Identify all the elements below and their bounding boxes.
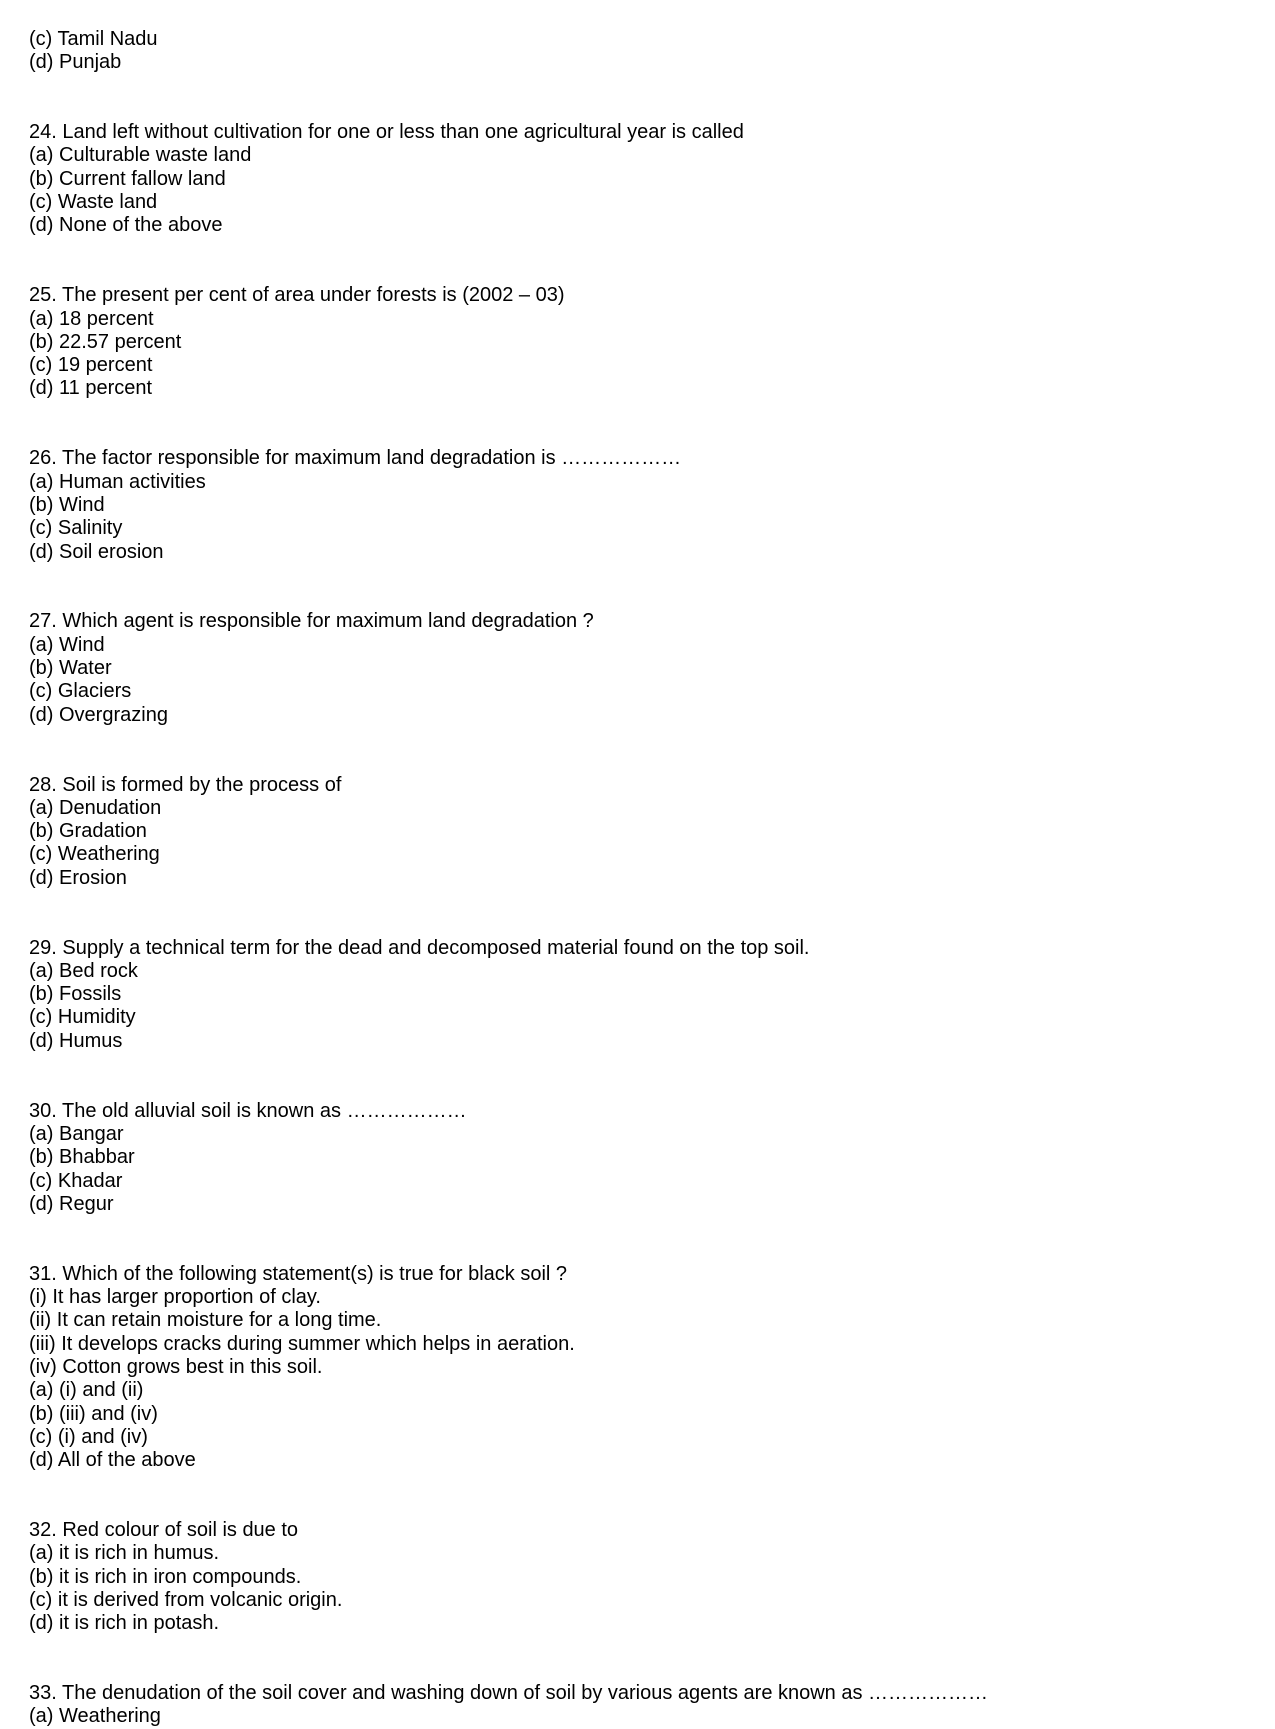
option: (c) it is derived from volcanic origin. [29,1588,343,1611]
question-33 [29,1682,1249,1729]
question-30 [29,1100,1249,1216]
option: (d) Erosion [29,866,127,889]
option: (c) Khadar [29,1169,123,1192]
option: (a) Culturable waste land [29,144,252,167]
continued-options [29,28,1249,75]
option: (c) Waste land [29,191,158,214]
option: (a) Weathering [29,1705,161,1728]
statement: (i) It has larger proportion of clay. [29,1286,321,1309]
option: (c) Glaciers [29,680,132,703]
question-text: 27. Which agent is responsible for maximum land degradation ? [29,610,594,633]
question-26 [29,447,1249,563]
option: (a) Human activities [29,470,206,493]
question-text: 32. Red colour of soil is due to [29,1519,299,1541]
option: (b) Gradation [29,820,147,843]
option: (d) it is rich in potash. [29,1612,220,1635]
option: (c) Tamil Nadu [29,28,158,50]
option: (b) (iii) and (iv) [29,1402,158,1425]
question-text: 24. Land left without cultivation for one or less than one agricultural year is called [29,121,744,144]
question-29 [29,937,1249,1053]
option: (b) 22.57 percent [29,330,182,353]
question-text: 25. The present per cent of area under forests is (2002 – 03) [29,284,565,307]
option: (c) Weathering [29,843,160,866]
question-text: 29. Supply a technical term for the dead and decomposed material found on the top soil. [29,936,810,959]
document-page [29,28,1249,1729]
option: (a) it is rich in humus. [29,1542,220,1565]
option: (a) Denudation [29,796,162,819]
question-31 [29,1263,1249,1473]
option: (c) (i) and (iv) [29,1425,148,1448]
statement: (ii) It can retain moisture for a long time. [29,1309,382,1332]
question-text: 28. Soil is formed by the process of [29,773,342,796]
option: (b) Water [29,657,112,680]
question-text: 33. The denudation of the soil cover and washing down of soil by various agents are known as ……………… [29,1682,989,1705]
question-25 [29,284,1249,400]
option: (b) Current fallow land [29,167,226,190]
option: (d) Soil erosion [29,540,164,563]
option: (a) 18 percent [29,307,154,330]
question-28 [29,774,1249,890]
question-27 [29,610,1249,726]
option: (c) Humidity [29,1006,136,1029]
option: (a) Bed rock [29,959,138,982]
option: (d) 11 percent [29,377,153,400]
option: (d) Regur [29,1192,114,1215]
option: (c) 19 percent [29,354,153,377]
option: (c) Salinity [29,517,123,540]
option: (a) Bangar [29,1122,124,1145]
question-text: 30. The old alluvial soil is known as ……………… [29,1099,467,1122]
statement: (iii) It develops cracks during summer which helps in aeration. [29,1332,575,1355]
option: (a) (i) and (ii) [29,1379,144,1402]
option: (b) Wind [29,493,105,516]
statement: (iv) Cotton grows best in this soil. [29,1355,323,1378]
option: (d) Punjab [29,51,122,74]
option: (b) Bhabbar [29,1146,135,1169]
question-text: 26. The factor responsible for maximum land degradation is ……………… [29,447,682,470]
question-32 [29,1519,1249,1635]
question-text: 31. Which of the following statement(s) is true for black soil ? [29,1262,568,1285]
question-24 [29,121,1249,237]
option: (d) Humus [29,1029,123,1052]
option: (b) it is rich in iron compounds. [29,1565,302,1588]
option: (d) Overgrazing [29,703,168,726]
option: (d) None of the above [29,214,223,237]
option: (d) All of the above [29,1449,196,1472]
option: (b) Fossils [29,983,122,1006]
option: (a) Wind [29,633,105,656]
